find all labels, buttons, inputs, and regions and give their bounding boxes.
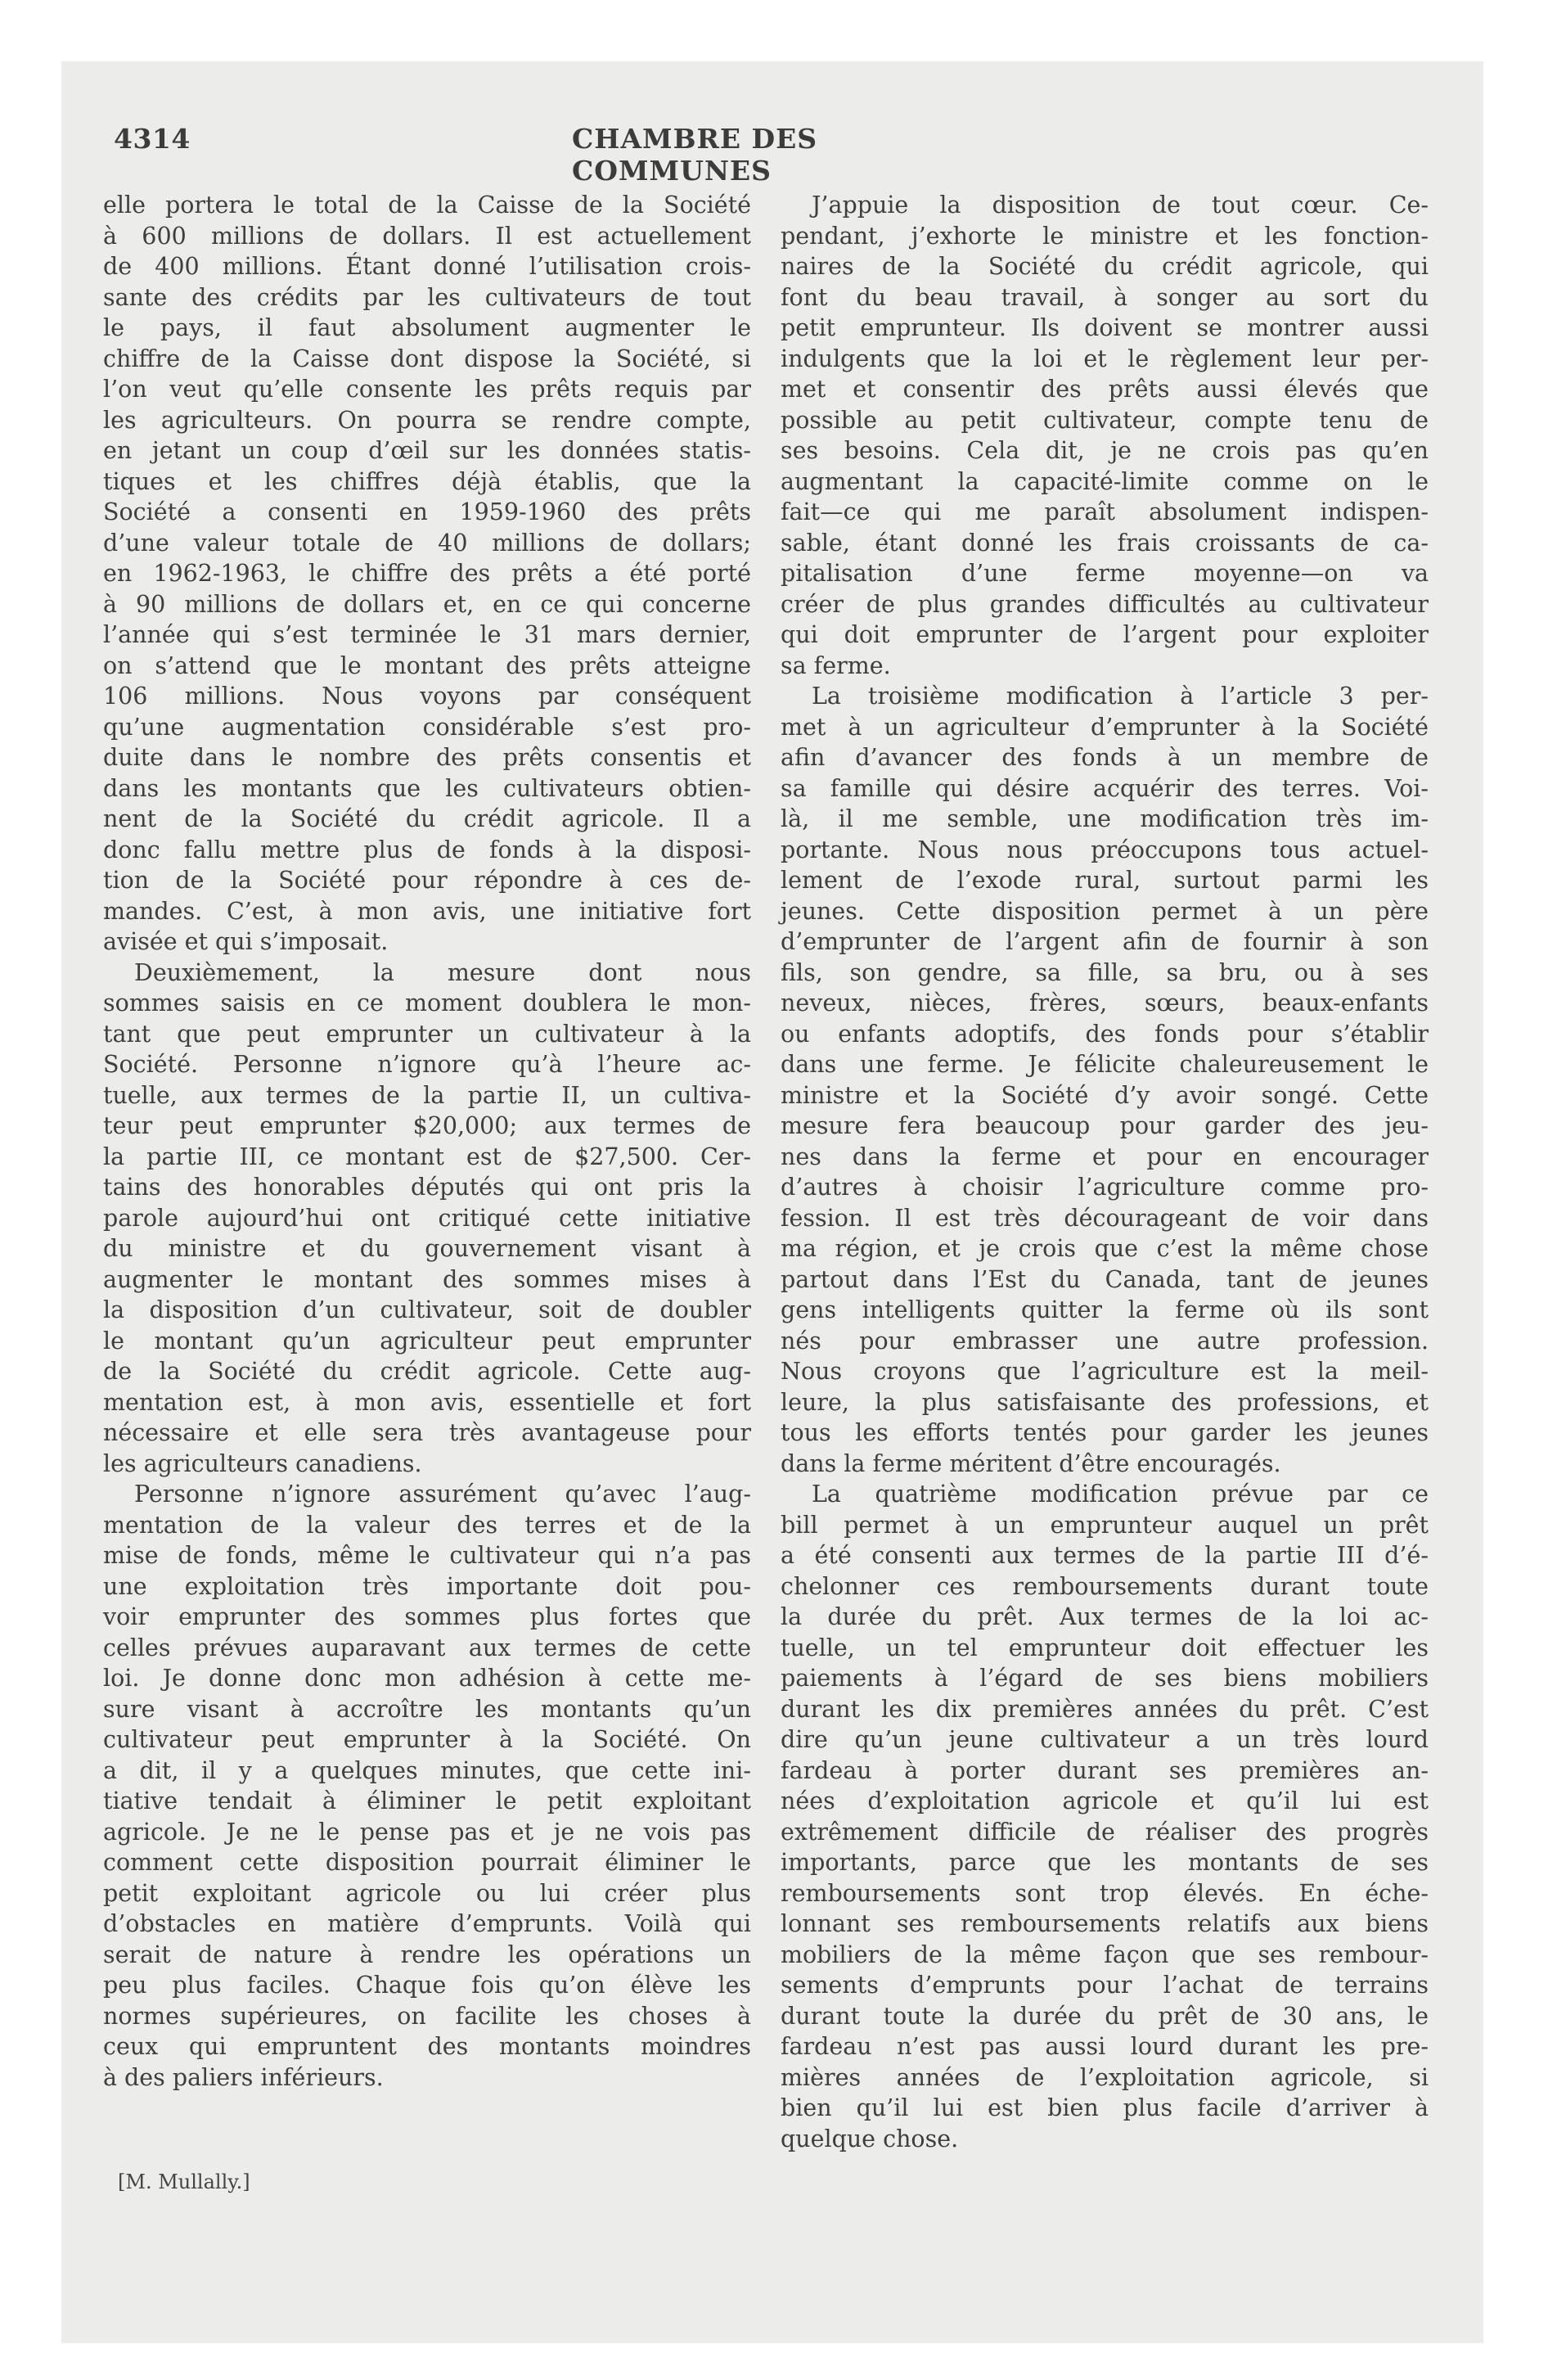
text-line: jeunes. Cette disposition permet à un père [781, 897, 1429, 925]
speaker-attribution: [M. Mullally.] [118, 2170, 250, 2193]
text-line: indulgents que la loi et le règlement leur per- [781, 345, 1429, 372]
text-line: tiative tendait à éliminer le petit exploitant [103, 1787, 751, 1814]
text-line: Société. Personne n’ignore qu’à l’heure ac- [103, 1051, 751, 1078]
text-line: agricole. Je ne le pense pas et je ne vois pas [103, 1818, 751, 1846]
text-line: créer de plus grandes difficultés au cultivateur [781, 590, 1429, 618]
text-line: Personne n’ignore assurément qu’avec l’aug- [134, 1481, 751, 1508]
text-line: mise de fonds, même le cultivateur qui n’a pas [103, 1542, 751, 1569]
text-line: pendant, j’exhorte le ministre et les fonction- [781, 222, 1429, 250]
text-line: dans la ferme méritent d’être encouragés. [781, 1449, 1281, 1477]
text-line: a dit, il y a quelques minutes, que cette ini- [103, 1756, 751, 1784]
text-line: bien qu’il lui est bien plus facile d’arriver à [781, 2094, 1429, 2121]
text-line: duite dans le nombre des prêts consentis et [103, 744, 751, 771]
text-line: sable, étant donné les frais croissants de ca- [781, 529, 1429, 557]
text-line: à 90 millions de dollars et, en ce qui concerne [103, 590, 751, 618]
text-line: fils, son gendre, sa fille, sa bru, ou à ses [781, 958, 1429, 986]
text-line: J’appuie la disposition de tout cœur. Ce- [812, 192, 1429, 219]
text-line: les agriculteurs. On pourra se rendre compte, [103, 406, 751, 434]
text-line: La quatrième modification prévue par ce [812, 1481, 1429, 1508]
paragraph [781, 1479, 1429, 2154]
text-line: parole aujourd’hui ont critiqué cette initiative [103, 1204, 751, 1232]
journal-title: CHAMBRE DES COMMUNES [572, 123, 818, 187]
text-line: sements d’emprunts pour l’achat de terrains [781, 1972, 1429, 1999]
text-line: Nous croyons que l’agriculture est la meil- [781, 1358, 1429, 1385]
text-line: fardeau n’est pas aussi lourd durant les pre- [781, 2033, 1429, 2060]
page-header [114, 123, 1014, 187]
text-line: mandes. C’est, à mon avis, une initiative fort [103, 897, 751, 925]
text-line: pitalisation d’une ferme moyenne—on va [781, 560, 1429, 587]
right-column [781, 190, 1429, 2154]
text-line: fardeau à porter durant ses premières an- [781, 1756, 1429, 1784]
text-line: dire qu’un jeune cultivateur a un très lourd [781, 1726, 1429, 1753]
text-line: ou enfants adoptifs, des fonds pour s’établir [781, 1020, 1429, 1048]
text-line: lonnant ses remboursements relatifs aux biens [781, 1910, 1429, 1937]
text-line: l’on veut qu’elle consente les prêts requis par [103, 376, 751, 403]
text-line: à 600 millions de dollars. Il est actuellement [103, 222, 751, 250]
text-line: portante. Nous nous préoccupons tous actuel- [781, 836, 1429, 863]
text-line: mières années de l’exploitation agricole, si [781, 2063, 1429, 2091]
text-line: possible au petit cultivateur, compte tenu de [781, 406, 1429, 434]
text-line: le montant qu’un agriculteur peut emprunter [103, 1327, 751, 1355]
text-line: tuelle, aux termes de la partie II, un cultiva- [103, 1081, 751, 1109]
text-line: partout dans l’Est du Canada, tant de jeunes [781, 1265, 1429, 1293]
text-line: paiements à l’égard de ses biens mobiliers [781, 1665, 1429, 1692]
text-line: gens intelligents quitter la ferme où ils sont [781, 1296, 1429, 1323]
text-line: mentation de la valeur des terres et de la [103, 1511, 751, 1539]
text-line: l’année qui s’est terminée le 31 mars dernier, [103, 621, 751, 648]
text-line: qui doit emprunter de l’argent pour exploiter [781, 621, 1429, 648]
page-number: 4314 [114, 123, 191, 155]
text-line: tains des honorables députés qui ont pris la [103, 1174, 751, 1201]
text-line: la durée du prêt. Aux termes de la loi ac- [781, 1603, 1429, 1630]
text-line: extrêmement difficile de réaliser des progrès [781, 1818, 1429, 1846]
text-line: de la Société du crédit agricole. Cette aug- [103, 1358, 751, 1385]
text-line: de 400 millions. Étant donné l’utilisation crois- [103, 253, 751, 280]
text-line: sante des crédits par les cultivateurs de tout [103, 283, 751, 311]
text-line: normes supérieures, on facilite les choses à [103, 2002, 751, 2030]
text-line: tant que peut emprunter un cultivateur à la [103, 1020, 751, 1048]
text-line: d’une valeur totale de 40 millions de dollars; [103, 529, 751, 557]
text-line: petit emprunteur. Ils doivent se montrer aussi [781, 314, 1429, 341]
text-line: d’emprunter de l’argent afin de fournir à son [781, 928, 1429, 955]
text-line: cultivateur peut emprunter à la Société. On [103, 1726, 751, 1753]
text-line: peu plus faciles. Chaque fois qu’on élève les [103, 1972, 751, 1999]
text-line: petit exploitant agricole ou lui créer plus [103, 1879, 751, 1907]
text-line: chelonner ces remboursements durant toute [781, 1572, 1429, 1600]
paragraph [103, 1479, 751, 2093]
text-line: voir emprunter des sommes plus fortes que [103, 1603, 751, 1630]
text-line: sa famille qui désire acquérir des terres. Voi- [781, 774, 1429, 802]
text-line: augmentant la capacité-limite comme on le [781, 467, 1429, 495]
text-line: mobiliers de la même façon que ses rembour- [781, 1941, 1429, 1968]
text-line: les agriculteurs canadiens. [103, 1449, 422, 1477]
text-line: d’autres à choisir l’agriculture comme pro- [781, 1174, 1429, 1201]
paragraph [781, 681, 1429, 1479]
text-line: loi. Je donne donc mon adhésion à cette me- [103, 1665, 751, 1692]
text-line: Deuxièmement, la mesure dont nous [134, 958, 751, 986]
text-line: durant les dix premières années du prêt. C’est [781, 1695, 1429, 1723]
text-line: nes dans la ferme et pour en encourager [781, 1143, 1429, 1170]
text-line: la disposition d’un cultivateur, soit de doubler [103, 1296, 751, 1323]
text-line: nent de la Société du crédit agricole. Il a [103, 805, 751, 832]
text-line: ceux qui empruntent des montants moindres [103, 2033, 751, 2060]
text-line: sure visant à accroître les montants qu’un [103, 1695, 751, 1723]
text-line: tous les efforts tentés pour garder les jeunes [781, 1419, 1429, 1446]
text-line: là, il me semble, une modification très im- [781, 805, 1429, 832]
text-line: 106 millions. Nous voyons par conséquent [103, 683, 751, 710]
text-line: mentation est, à mon avis, essentielle et fort [103, 1388, 751, 1416]
text-line: La troisième modification à l’article 3 per- [812, 683, 1429, 710]
text-line: importants, parce que les montants de ses [781, 1849, 1429, 1876]
text-line: lement de l’exode rural, surtout parmi les [781, 867, 1429, 894]
text-line: Société a consenti en 1959-1960 des prêts [103, 498, 751, 525]
text-line: à des paliers inférieurs. [103, 2063, 384, 2091]
text-line: naires de la Société du crédit agricole, qui [781, 253, 1429, 280]
text-line: ses besoins. Cela dit, je ne crois pas qu’en [781, 437, 1429, 464]
text-line: mesure fera beaucoup pour garder des jeu- [781, 1112, 1429, 1139]
text-line: avisée et qui s’imposait. [103, 928, 389, 955]
text-line: remboursements sont trop élevés. En éche- [781, 1879, 1429, 1907]
text-line: une exploitation très importante doit pou- [103, 1572, 751, 1600]
text-line: a été consenti aux termes de la partie III d’é- [781, 1542, 1429, 1569]
paragraph [781, 190, 1429, 681]
text-line: du ministre et du gouvernement visant à [103, 1235, 751, 1262]
text-line: fession. Il est très décourageant de voir dans [781, 1204, 1429, 1232]
text-line: en jetant un coup d’œil sur les données statis- [103, 437, 751, 464]
text-line: celles prévues auparavant aux termes de cette [103, 1634, 751, 1661]
text-line: fait—ce qui me paraît absolument indispen- [781, 498, 1429, 525]
text-line: nées d’exploitation agricole et qu’il lui est [781, 1787, 1429, 1814]
text-line: teur peut emprunter $20,000; aux termes de [103, 1112, 751, 1139]
text-line: tiques et les chiffres déjà établis, que la [103, 467, 751, 495]
text-line: la partie III, ce montant est de $27,500. Cer- [103, 1143, 751, 1170]
text-line: quelque chose. [781, 2125, 959, 2152]
text-line: elle portera le total de la Caisse de la Société [103, 192, 751, 219]
text-line: le pays, il faut absolument augmenter le [103, 314, 751, 341]
text-line: font du beau travail, à songer au sort du [781, 283, 1429, 311]
text-line: ma région, et je crois que c’est la même chose [781, 1235, 1429, 1262]
text-line: afin d’avancer des fonds à un membre de [781, 744, 1429, 771]
text-line: chiffre de la Caisse dont dispose la Société, si [103, 345, 751, 372]
text-line: tuelle, un tel emprunteur doit effectuer les [781, 1634, 1429, 1661]
text-line: nécessaire et elle sera très avantageuse pour [103, 1419, 751, 1446]
text-line: sommes saisis en ce moment doublera le mon- [103, 989, 751, 1016]
text-line: donc fallu mettre plus de fonds à la disposi- [103, 836, 751, 863]
text-line: met à un agriculteur d’emprunter à la Société [781, 713, 1429, 741]
text-line: comment cette disposition pourrait éliminer le [103, 1849, 751, 1876]
text-line: met et consentir des prêts aussi élevés que [781, 376, 1429, 403]
text-line: leure, la plus satisfaisante des professions, et [781, 1388, 1429, 1416]
paragraph [103, 958, 751, 1480]
text-line: nés pour embrasser une autre profession. [781, 1327, 1429, 1355]
text-line: en 1962-1963, le chiffre des prêts a été porté [103, 560, 751, 587]
text-line: ministre et la Société d’y avoir songé. Cette [781, 1081, 1429, 1109]
text-line: tion de la Société pour répondre à ces de- [103, 867, 751, 894]
left-column [103, 190, 751, 2093]
text-line: dans une ferme. Je félicite chaleureusement le [781, 1051, 1429, 1078]
text-line: on s’attend que le montant des prêts atteigne [103, 651, 751, 679]
paragraph [103, 190, 751, 958]
text-line: augmenter le montant des sommes mises à [103, 1265, 751, 1293]
text-line: neveux, nièces, frères, sœurs, beaux-enfants [781, 989, 1429, 1016]
text-line: bill permet à un emprunteur auquel un prêt [781, 1511, 1429, 1539]
text-line: qu’une augmentation considérable s’est pro- [103, 713, 751, 741]
text-line: dans les montants que les cultivateurs obtien- [103, 774, 751, 802]
text-line: d’obstacles en matière d’emprunts. Voilà qui [103, 1910, 751, 1937]
text-line: durant toute la durée du prêt de 30 ans, le [781, 2002, 1429, 2030]
text-line: sa ferme. [781, 651, 891, 679]
text-line: serait de nature à rendre les opérations un [103, 1941, 751, 1968]
